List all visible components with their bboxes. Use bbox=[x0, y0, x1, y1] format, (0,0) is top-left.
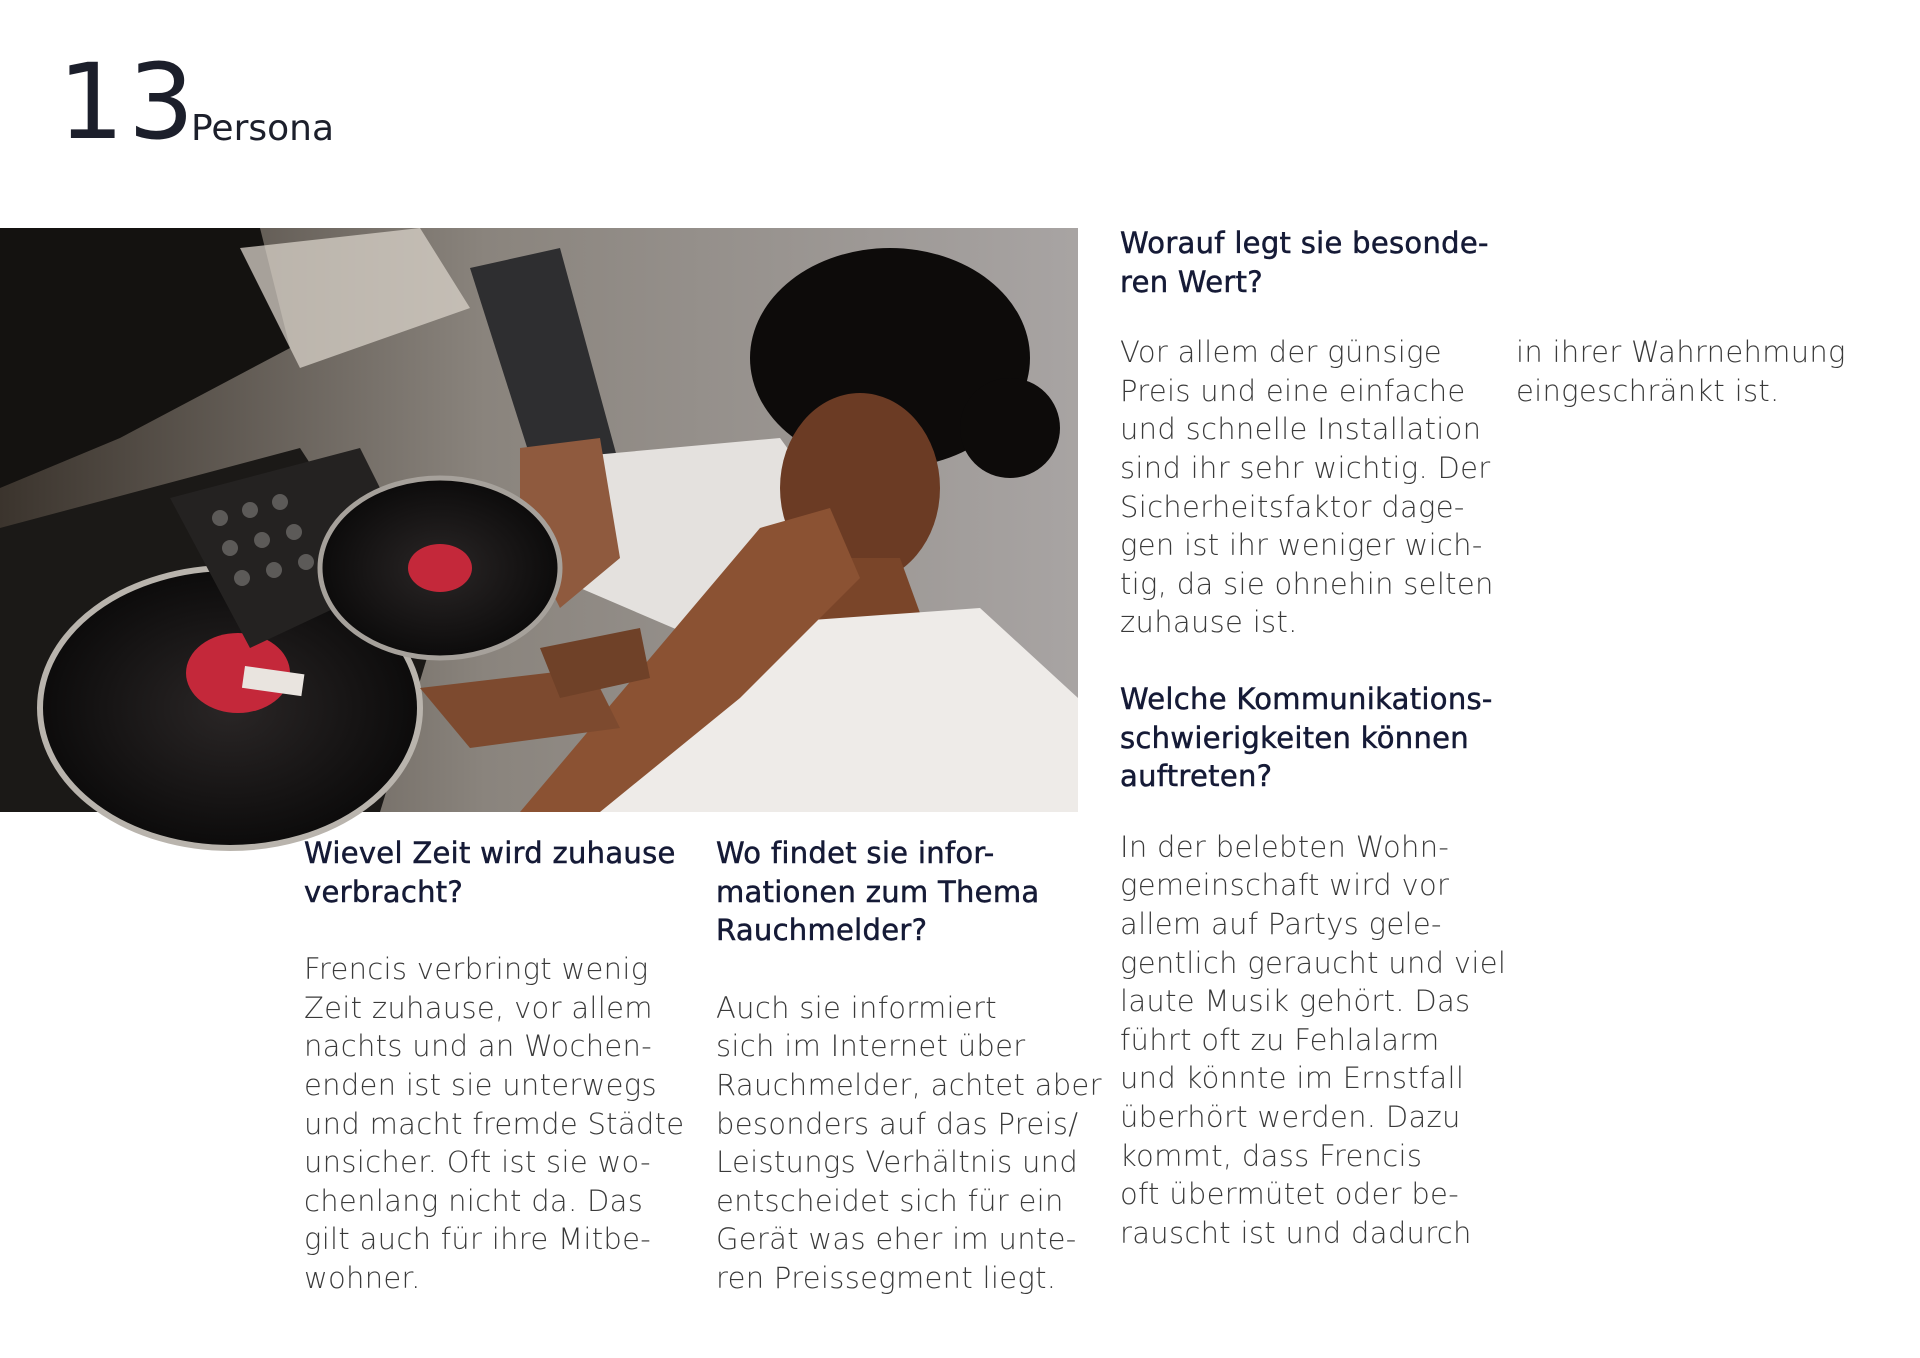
heading-line: Rauchmelder? bbox=[716, 913, 928, 948]
page-title: Persona bbox=[191, 108, 335, 149]
heading-line: Welche Kommunikations- bbox=[1120, 682, 1493, 716]
body-line: zuhause ist. bbox=[1120, 605, 1298, 640]
dj-photo-illustration bbox=[0, 228, 1078, 812]
heading-line: ren Wert? bbox=[1120, 264, 1263, 299]
body-line: sind ihr sehr wichtig. Der bbox=[1120, 450, 1491, 485]
body-line: und schnelle Installation bbox=[1120, 412, 1482, 447]
section-wert bbox=[1120, 224, 1500, 642]
body-line: Gerät was eher im unte- bbox=[716, 1222, 1077, 1257]
section-body bbox=[1516, 333, 1896, 410]
body-line: oft übermütet oder be- bbox=[1120, 1177, 1459, 1212]
body-line: und könnte im Ernstfall bbox=[1120, 1061, 1465, 1096]
body-line: kommt, dass Frencis bbox=[1120, 1138, 1423, 1173]
body-line: chenlang nicht da. Das bbox=[304, 1183, 644, 1218]
section-body bbox=[716, 989, 1106, 1298]
body-line: und macht fremde Städte bbox=[304, 1106, 685, 1141]
body-line: besonders auf das Preis/ bbox=[716, 1106, 1079, 1141]
body-line: Zeit zuhause, vor allem bbox=[304, 990, 653, 1025]
heading-line: auftreten? bbox=[1120, 759, 1273, 794]
body-line: gen ist ihr weniger wich- bbox=[1120, 528, 1483, 563]
heading-line: Wo findet sie infor- bbox=[716, 836, 995, 870]
body-line: entscheidet sich für ein bbox=[716, 1183, 1064, 1218]
heading-line: Wievel Zeit wird zuhause bbox=[304, 836, 676, 870]
heading-line: mationen zum Thema bbox=[716, 874, 1040, 909]
section-heading bbox=[716, 834, 1106, 950]
page-number: 13 bbox=[58, 41, 199, 163]
body-line: In der belebten Wohn- bbox=[1120, 829, 1450, 864]
body-line: wohner. bbox=[304, 1260, 421, 1295]
section-heading bbox=[1120, 224, 1500, 301]
body-line: Vor allem der günsige bbox=[1120, 335, 1442, 370]
body-line: in ihrer Wahrnehmung bbox=[1516, 335, 1846, 369]
body-line: laute Musik gehört. Das bbox=[1120, 984, 1471, 1019]
body-line: Preis und eine einfache bbox=[1120, 373, 1466, 408]
section-kommunikation-continuation bbox=[1516, 333, 1896, 410]
body-line: sich im Internet über bbox=[716, 1029, 1026, 1064]
body-line: eingeschränkt ist. bbox=[1516, 373, 1780, 408]
body-line: Leistungs Verhältnis und bbox=[716, 1145, 1079, 1180]
section-body bbox=[1120, 828, 1507, 1253]
heading-line: verbracht? bbox=[304, 874, 464, 909]
section-kommunikation bbox=[1120, 680, 1507, 1252]
section-informationen bbox=[716, 834, 1106, 1298]
body-line: überhört werden. Dazu bbox=[1120, 1099, 1461, 1134]
body-line: gilt auch für ihre Mitbe- bbox=[304, 1222, 651, 1257]
section-body bbox=[1120, 333, 1500, 642]
section-heading bbox=[304, 834, 694, 911]
body-line: Rauchmelder, achtet aber bbox=[716, 1067, 1102, 1102]
body-line: rauscht ist und dadurch bbox=[1120, 1215, 1472, 1250]
photo-caption: Frencis, 26 bbox=[70, 974, 227, 1007]
section-body bbox=[304, 950, 694, 1297]
section-heading bbox=[1120, 680, 1500, 796]
body-line: allem auf Partys gele- bbox=[1120, 906, 1442, 941]
body-line: enden ist sie unterwegs bbox=[304, 1067, 657, 1102]
body-line: gentlich geraucht und viel bbox=[1120, 945, 1507, 980]
heading-line: Worauf legt sie besonde- bbox=[1120, 226, 1489, 260]
body-line: unsicher. Oft ist sie wo- bbox=[304, 1145, 651, 1180]
section-zeit bbox=[304, 834, 694, 1298]
body-line: ren Preissegment liegt. bbox=[716, 1260, 1057, 1295]
body-line: Frencis verbringt wenig bbox=[304, 952, 649, 987]
body-line: nachts und an Wochen- bbox=[304, 1029, 652, 1064]
body-line: Auch sie informiert bbox=[716, 990, 997, 1025]
body-line: gemeinschaft wird vor bbox=[1120, 868, 1450, 903]
body-line: tig, da sie ohnehin selten bbox=[1120, 566, 1494, 601]
body-line: Sicherheitsfaktor dage- bbox=[1120, 489, 1465, 524]
body-line: führt oft zu Fehlalarm bbox=[1120, 1022, 1440, 1057]
heading-line: schwierigkeiten können bbox=[1120, 720, 1469, 755]
